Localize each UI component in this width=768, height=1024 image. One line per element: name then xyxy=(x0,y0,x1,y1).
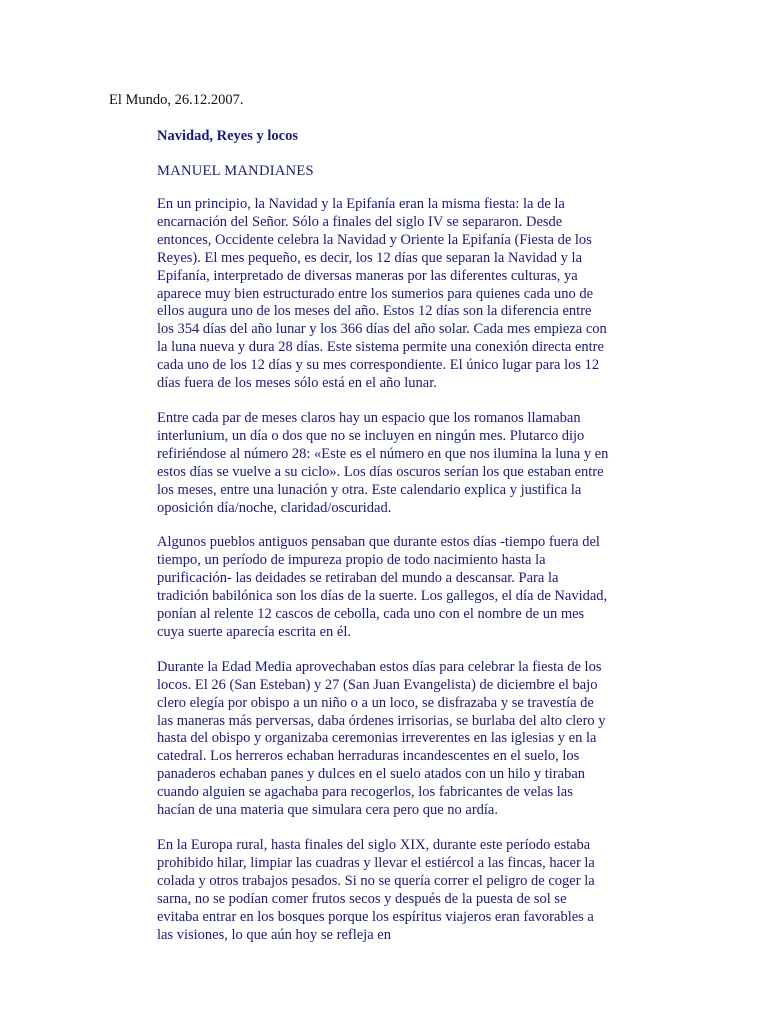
paragraph-1: En un principio, la Navidad y la Epifanía eran la misma fiesta: la de la encarnación del Señor. Sólo a finales del siglo IV se separaron. Desde entonces, Occidente celebra la Navidad y Oriente la Epifanía (Fiesta de los Reyes). El mes pequeño, es decir, los 12 días que separan la Navidad y la Epifanía, interpretado de diversas maneras por las diferentes culturas, ya aparece muy bien estructurado entre los sumerios para quienes cada uno de ellos augura uno de los meses del año. Estos 12 días son la diferencia entre los 354 días del año lunar y los 366 días del año solar. Cada mes empieza con la luna nueva y dura 28 días. Este sistema permite una conexión directa entre cada uno de los 12 días y su mes correspondiente. El único lugar para los 12 días fuera de los meses sólo está en el año lunar. xyxy=(157,196,607,392)
paragraph-4: Durante la Edad Media aprovechaban estos días para celebrar la fiesta de los locos. El 26 (San Esteban) y 27 (San Juan Evangelista) de diciembre el bajo clero elegía por obispo a un niño o a un loco, se disfrazaba y se travestía de las maneras más perversas, daba órdenes irrisorias, se burlaba del alto clero y hasta del obispo y organizaba ceremonias irreverentes en las iglesias y en la catedral. Los herreros echaban herraduras incandescentes en el suelo, los panaderos echaban panes y dulces en el suelo atados con un hilo y tiraban cuando alguien se agachaba para recogerlos, los fabricantes de velas las hacían de una materia que simulara cera pero que no ardía. xyxy=(157,658,606,819)
article-author: MANUEL MANDIANES xyxy=(157,163,314,179)
source-line: El Mundo, 26.12.2007. xyxy=(109,92,244,108)
paragraph-3: Algunos pueblos antiguos pensaban que durante estos días -tiempo fuera del tiempo, un período de impureza propio de todo nacimiento hasta la purificación- las deidades se retiraban del mundo a descansar. Para la tradición babilónica son los días de la suerte. Los gallegos, el día de Navidad, ponían al relente 12 cascos de cebolla, cada uno con el nombre de un mes cuya suerte aparecía escrita en él. xyxy=(157,534,608,640)
article xyxy=(157,127,609,961)
paragraph-5: En la Europa rural, hasta finales del siglo XIX, durante este período estaba prohibido hilar, limpiar las cuadras y llevar el estiércol a las fincas, hacer la colada y otros trabajos pesados. Si no se quería correr el peligro de coger la sarna, no se podían comer frutos secos y después de la puesta de sol se evitaba entrar en los bosques porque los espíritus viajeros eran favorables a las visiones, lo que aún hoy se refleja en xyxy=(157,837,595,943)
article-title: Navidad, Reyes y locos xyxy=(157,128,298,144)
paragraph-2: Entre cada par de meses claros hay un espacio que los romanos llamaban interlunium, un día o dos que no se incluyen en ningún mes. Plutarco dijo refiriéndose al número 28: «Este es el número en que nos ilumina la luna y en estos días se vuelve a su ciclo». Los días oscuros serían los que estaban entre los meses, entre una lunación y otra. Este calendario explica y justifica la oposición día/noche, claridad/oscuridad. xyxy=(157,409,609,516)
